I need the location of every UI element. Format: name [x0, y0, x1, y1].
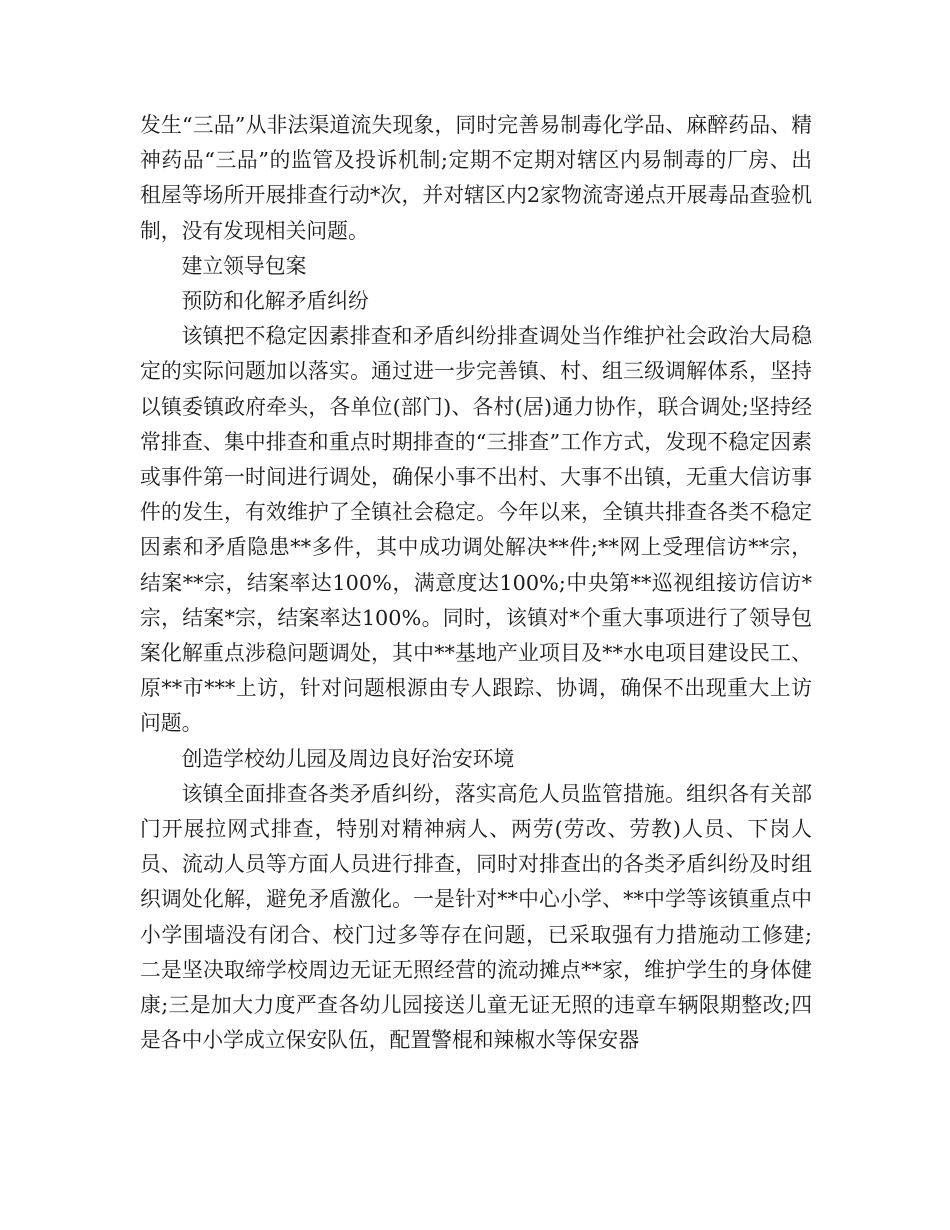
heading-school-safety: 创造学校幼儿园及周边良好治安环境 — [181, 746, 515, 771]
document-body — [140, 108, 812, 1058]
paragraph-dispute-resolution: 该镇把不稳定因素排查和矛盾纠纷排查调处当作维护社会政治大局稳定的实际问题加以落实。通过进一步完善镇、村、组三级调解体系，坚持以镇委镇政府牵头，各单位(部门)、各村(居)通力协作，联合调处;坚持经常排查、集中排查和重点时期排查的“三排查”工作方式，发现不稳定因素或事件第一时间进行调处，确保小事不出村、大事不出镇，无重大信访事件的发生，有效维护了全镇社会稳定。今年以来，全镇共排查各类不稳定因素和矛盾隐患**多件，其中成功调处解决**件;**网上受理信访**宗，结案**宗，结案率达100%，满意度达100%;中央第**巡视组接访信访*宗，结案*宗，结案率达100%。同时，该镇对*个重大事项进行了领导包案化解重点涉稳问题调处，其中**基地产业项目及**水电项目建设民工、原**市***上访，针对问题根源由专人跟踪、协调，确保不出现重大上访问题。 — [140, 324, 812, 736]
heading-dispute-resolution: 预防和化解矛盾纠纷 — [181, 289, 369, 314]
paragraph-school-safety: 该镇全面排查各类矛盾纠纷，落实高危人员监管措施。组织各有关部门开展拉网式排查，特别对精神病人、两劳(劳改、劳教)人员、下岗人员、流动人员等方面人员进行排查，同时对排查出的各类矛盾纠纷及时组织调处化解，避免矛盾激化。一是针对**中心小学、**中学等该镇重点中小学围墙没有闭合、校门过多等存在问题，已采取强有力措施动工修建;二是坚决取缔学校周边无证无照经营的流动摊点**家，维护学生的身体健康;三是加大力度严查各幼儿园接送儿童无证无照的违章车辆限期整改;四是各中小学成立保安队伍，配置警棍和辣椒水等保安器 — [140, 781, 812, 1053]
heading-leader-case: 建立领导包案 — [181, 253, 307, 278]
paragraph-drug-control: 发生“三品”从非法渠道流失现象，同时完善易制毒化学品、麻醉药品、精神药品“三品”的监管及投诉机制;定期不定期对辖区内易制毒的厂房、出租屋等场所开展排查行动*次，并对辖区内2家物流寄递点开展毒品查验机制，没有发现相关问题。 — [140, 113, 812, 243]
